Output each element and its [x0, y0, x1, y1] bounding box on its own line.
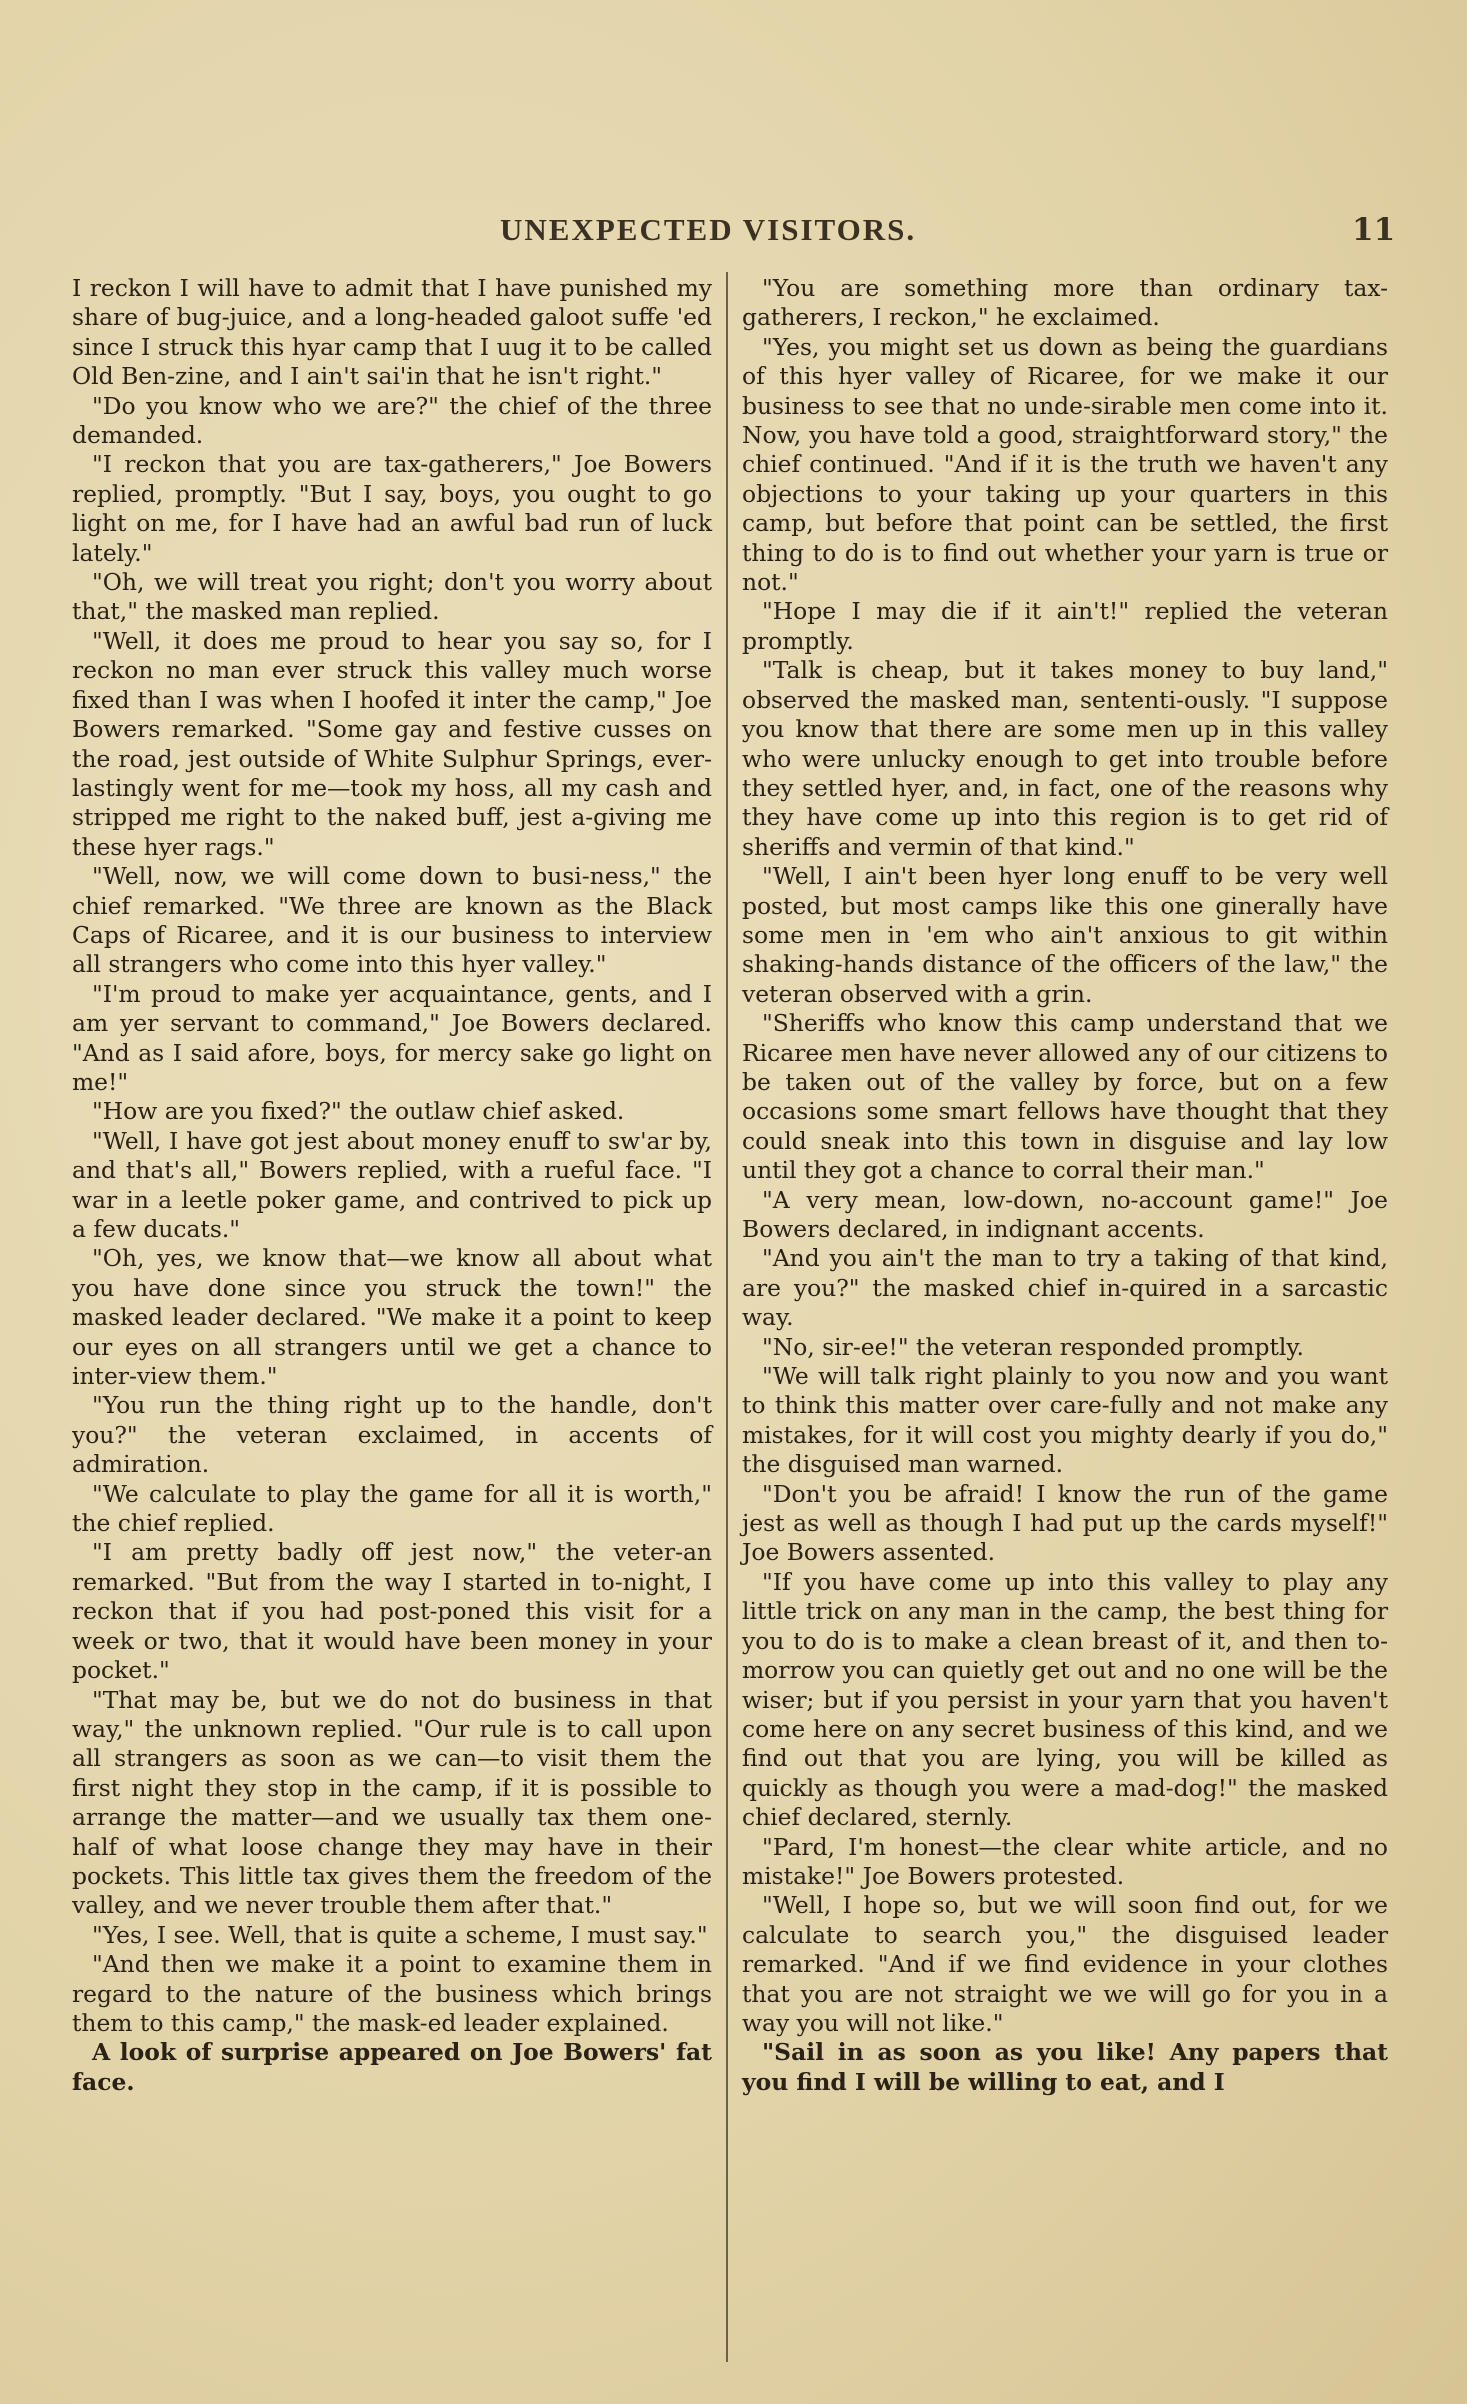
paragraph: "And you ain't the man to try a taking of that kind, are you?" the masked chief in-quired in a sarcastic way. — [742, 1244, 1388, 1332]
paragraph: "I'm proud to make yer acquaintance, gents, and I am yer servant to command," Joe Bowers declared. "And as I said afore, boys, for mercy sake go light on me!" — [72, 979, 712, 1096]
page-header — [0, 212, 1467, 252]
paragraph: "Hope I may die if it ain't!" replied the veteran promptly. — [742, 597, 1388, 655]
paragraph: "Well, it does me proud to hear you say so, for I reckon no man ever struck this valley much worse fixed than I was when I hoofed it inter the camp," Joe Bowers remarked. "Some gay and festive cusses on the road, jest outside of White Sulphur Springs, ever-lastingly went for me—took my hoss, all my cash and stripped me right to the naked buff, jest a-giving me these hyer rags." — [72, 626, 712, 861]
paragraph: "And then we make it a point to examine them in regard to the nature of the business which brings them to this camp," the mask-ed leader explained. — [72, 1950, 712, 2037]
paragraph: "Well, I ain't been hyer long enuff to be very well posted, but most camps like this one ginerally have some men in 'em who ain't anxious to git within shaking-hands distance of the officers of the law," the veteran observed with a grin. — [742, 862, 1388, 1008]
right-column — [742, 274, 1388, 2097]
paragraph: A look of surprise appeared on Joe Bowers' fat face. — [72, 2038, 712, 2096]
paragraph: "Oh, yes, we know that—we know all about what you have done since you struck the town!" the masked leader declared. "We make it a point to keep our eyes on all strangers until we get a chance to inter-view them." — [72, 1244, 712, 1391]
paragraph: "No, sir-ee!" the veteran responded promptly. — [762, 1332, 1304, 1361]
paragraph: "Pard, I'm honest—the clear white article, and no mistake!" Joe Bowers protested. — [742, 1832, 1388, 1890]
paragraph: "That may be, but we do not do business in that way," the unknown replied. "Our rule is to call upon all strangers as soon as we can—to visit them the first night they stop in the camp, if it is possible to arrange the matter—and we usually tax them one-half of what loose change they may have in their pockets. This little tax gives them the freedom of the valley, and we never trouble them after that." — [72, 1685, 712, 1920]
paragraph: "Yes, you might set us down as being the guardians of this hyer valley of Ricaree, for we make it our business to see that no unde-sirable men come into it. Now, you have told a good, straightforward story," the chief continued. "And if it is the truth we haven't any objections to your taking up your quarters in this camp, but before that point can be settled, the first thing to do is to find out whether your yarn is true or not." — [742, 332, 1388, 597]
paragraph: "You are something more than ordinary tax-gatherers, I reckon," he exclaimed. — [742, 274, 1388, 332]
paragraph: "I am pretty badly off jest now," the veter-an remarked. "But from the way I started in to-night, I reckon that if you had post-poned this visit for a week or two, that it would have been money in your pocket." — [72, 1538, 712, 1685]
paragraph: "Well, now, we will come down to busi-ness," the chief remarked. "We three are known as the Black Caps of Ricaree, and it is our business to interview all strangers who come into this hyer valley." — [72, 862, 712, 979]
left-column — [72, 274, 712, 2097]
paragraph: "You run the thing right up to the handle, don't you?" the veteran exclaimed, in accents of admiration. — [72, 1391, 712, 1479]
paragraph: "I reckon that you are tax-gatherers," Joe Bowers replied, promptly. "But I say, boys, you ought to go light on me, for I have had an awful bad run of luck lately." — [72, 450, 712, 567]
running-title: UNEXPECTED VISITORS. — [500, 212, 917, 247]
page-number: 11 — [1352, 212, 1396, 248]
paragraph: I reckon I will have to admit that I have punished my share of bug-juice, and a long-headed galoot suffe 'ed since I struck this hyar camp that I uug it to be called Old Ben-zine, and I ain't sai'in that he isn't right." — [72, 274, 712, 391]
paragraph: "Don't you be afraid! I know the run of the game jest as well as though I had put up the cards myself!" Joe Bowers assented. — [742, 1479, 1388, 1567]
paragraph: "Do you know who we are?" the chief of the three demanded. — [72, 391, 712, 450]
paragraph: "Sail in as soon as you like! Any papers that you find I will be willing to eat, and I — [742, 2038, 1388, 2096]
paragraph: "Oh, we will treat you right; don't you worry about that," the masked man replied. — [72, 568, 712, 626]
paragraph: "Well, I hope so, but we will soon find out, for we calculate to search you," the disguised leader remarked. "And if we find evidence in your clothes that you are not straight we we will go for you in a way you will not like." — [742, 1891, 1388, 2037]
column-divider — [726, 272, 728, 2362]
paragraph: "We calculate to play the game for all it is worth," the chief replied. — [72, 1479, 712, 1538]
paragraph: "How are you fixed?" the outlaw chief asked. — [92, 1097, 625, 1126]
paragraph: "If you have come up into this valley to play any little trick on any man in the camp, the best thing for you to do is to make a clean breast of it, and then to-morrow you can quietly get out and no one will be the wiser; but if you persist in your yarn that you haven't come here on any secret business of this kind, and we find out that you are lying, you will be killed as quickly as though you were a mad-dog!" the masked chief declared, sternly. — [742, 1567, 1388, 1832]
paragraph: "Well, I have got jest about money enuff to sw'ar by, and that's all," Bowers replied, with a rueful face. "I war in a leetle poker game, and contrived to pick up a few ducats." — [72, 1126, 712, 1243]
paragraph: "We will talk right plainly to you now and you want to think this matter over care-fully and not make any mistakes, for it will cost you mighty dearly if you do," the disguised man warned. — [742, 1362, 1388, 1479]
paragraph: "Yes, I see. Well, that is quite a scheme, I must say." — [92, 1920, 708, 1949]
paragraph: "A very mean, low-down, no-account game!" Joe Bowers declared, in indignant accents. — [742, 1185, 1388, 1243]
paragraph: "Sheriffs who know this camp understand that we Ricaree men have never allowed any of our citizens to be taken out of the valley by force, but on a few occasions some smart fellows have thought that they could sneak into this town in disguise and lay low until they got a chance to corral their man." — [742, 1009, 1388, 1185]
paragraph: "Talk is cheap, but it takes money to buy land," observed the masked man, sententi-ously. "I suppose you know that there are some men up in this valley who were unlucky enough to get into trouble before they settled hyer, and, in fact, one of the reasons why they have come up into this region is to get rid of sheriffs and vermin of that kind." — [742, 656, 1388, 861]
